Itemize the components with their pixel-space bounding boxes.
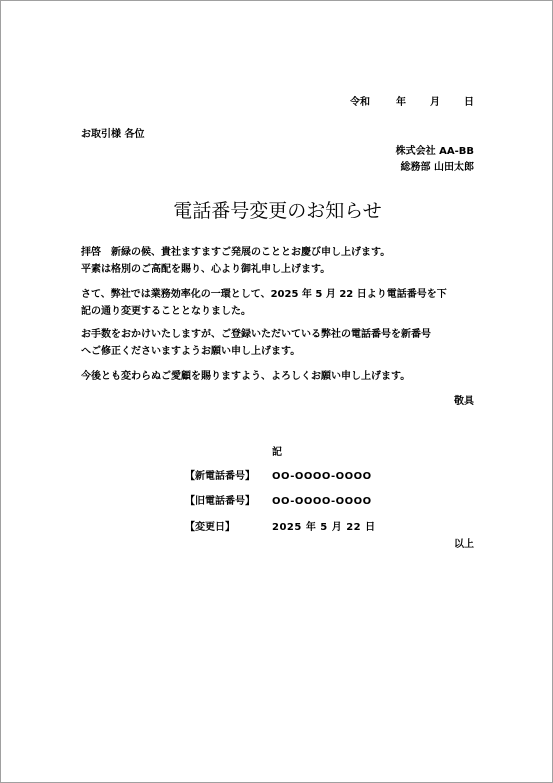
new-number-value: OO-OOOO-OOOO: [272, 471, 372, 482]
paragraph-announcement: [81, 286, 447, 320]
paragraph-request: [81, 326, 431, 360]
paragraph-line: 拝啓 新緑の候、貴社ますますご発展のこととお慶び申し上げます。: [81, 247, 391, 258]
sender-department: 総務部 山田太郎: [400, 162, 474, 173]
document-title: 電話番号変更のお知らせ: [173, 200, 382, 222]
end-mark: 以上: [454, 539, 474, 550]
paragraph-line: へご修正くださいますようお願い申し上げます。: [81, 346, 301, 357]
addressee: お取引様 各位: [81, 129, 145, 140]
details-heading: 記: [272, 447, 282, 458]
paragraph-line: 平素は格別のご高配を賜り、心より御礼申し上げます。: [81, 264, 331, 275]
sender-company: 株式会社 AA-BB: [395, 146, 474, 157]
old-number-value: OO-OOOO-OOOO: [272, 496, 372, 507]
paragraph-closing-remark: [81, 368, 410, 385]
new-number-label: 【新電話番号】: [185, 471, 255, 482]
date-era: 令和: [350, 97, 370, 108]
old-number-label: 【旧電話番号】: [185, 496, 255, 507]
paragraph-line: 記の通り変更することとなりました。: [81, 306, 251, 317]
date-year-unit: 年: [396, 97, 406, 108]
date-line: [350, 97, 474, 109]
paragraph-line: さて、弊社では業務効率化の一環として、2025 年 5 月 22 日より電話番号を下: [81, 289, 447, 300]
paragraph-line: 今後とも変わらぬご愛顧を賜りますよう、よろしくお願い申し上げます。: [81, 371, 411, 382]
change-date-label: 【変更日】: [185, 522, 235, 533]
change-date-value: 2025 年 5 月 22 日: [272, 522, 376, 533]
closing-word: 敬具: [454, 396, 474, 407]
paragraph-line: お手数をおかけいたしますが、ご登録いただいている弊社の電話番号を新番号: [81, 329, 431, 340]
paragraph-greeting: [81, 244, 390, 278]
date-month-unit: 月: [430, 97, 440, 108]
date-day-unit: 日: [464, 97, 474, 108]
